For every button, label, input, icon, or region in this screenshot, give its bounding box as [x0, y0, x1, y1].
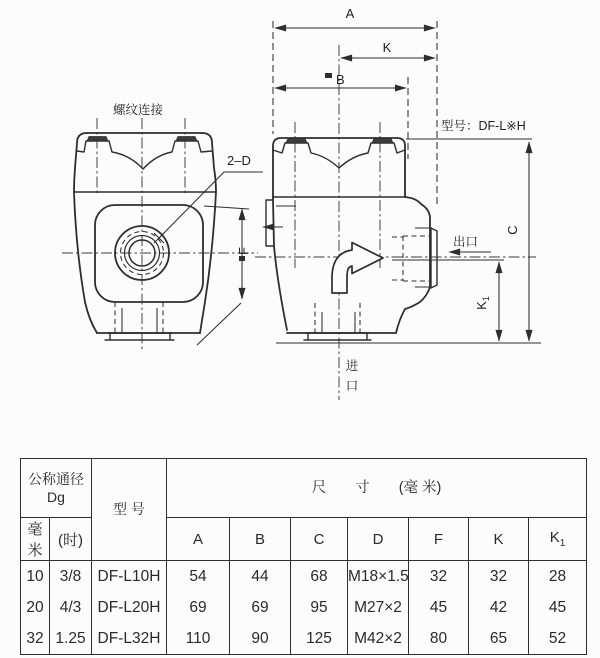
flow-direction-arrow: [332, 243, 383, 294]
front-face-panel: [95, 205, 203, 302]
ports-note-2D: 2–D: [227, 153, 251, 168]
header-col-K1-sub: 1: [559, 538, 566, 549]
dim-label-K: K: [382, 40, 392, 55]
dim-label-K1-sub: 1: [481, 296, 491, 302]
f-top-extension: [204, 206, 249, 209]
cell-c: 68: [291, 561, 348, 593]
header-col-F: F: [409, 518, 469, 561]
cell-f: 45: [409, 592, 469, 623]
header-mm: 毫米: [21, 518, 50, 561]
thread-boss-cap-left: [87, 137, 108, 142]
header-nominal-line1: 公称通径: [28, 470, 84, 487]
cell-d: M42×2: [348, 623, 409, 655]
cell-k: 32: [469, 561, 529, 593]
cell-mm: 20: [21, 592, 50, 623]
outlet-port-hidden-lines: [392, 236, 431, 281]
cell-a: 110: [167, 623, 230, 655]
front-view-left-outline: [74, 133, 97, 333]
centerlines: [62, 45, 536, 400]
cell-model: DF-L20H: [92, 592, 167, 623]
cell-b: 44: [230, 561, 291, 593]
cell-inch: 1.25: [50, 623, 92, 655]
cell-inch: 4/3: [50, 592, 92, 623]
cell-a: 69: [167, 592, 230, 623]
header-col-K1-main: K: [549, 529, 560, 546]
header-inch: (时): [50, 518, 92, 561]
cell-a: 54: [167, 561, 230, 593]
cell-b: 90: [230, 623, 291, 655]
header-col-D: D: [348, 518, 409, 561]
cell-mm: 10: [21, 561, 50, 593]
header-col-K: K: [469, 518, 529, 561]
cell-model: DF-L10H: [92, 561, 167, 593]
side-view: [263, 138, 437, 340]
side-bottom-boss-lines: [322, 312, 355, 333]
dim-label-C: C: [505, 225, 520, 235]
side-view-outlet-bulge: [396, 197, 430, 333]
thread-connection-note: 螺纹连接: [113, 103, 164, 117]
bottom-flange: [105, 333, 174, 340]
dim-label-F: F: [236, 247, 251, 255]
outlet-flange-plate: [431, 228, 437, 288]
cell-k: 65: [469, 623, 529, 655]
header-dimensions-mm: 尺 寸 (毫 米): [167, 459, 587, 518]
dim-label-K1-main: K: [474, 301, 489, 310]
header-col-A: A: [167, 518, 230, 561]
cell-model: DF-L32H: [92, 623, 167, 655]
dim-label-A: A: [345, 6, 355, 21]
table-row: [21, 592, 587, 623]
cell-k: 42: [469, 592, 529, 623]
header-nominal-diameter: [21, 459, 92, 518]
front-view: [74, 133, 216, 340]
bottom-boss-lines: [122, 308, 157, 333]
cell-f: 80: [409, 623, 469, 655]
cell-inch: 3/8: [50, 561, 92, 593]
cell-d: M18×1.5: [348, 561, 409, 593]
cell-k1: 52: [529, 623, 587, 655]
cell-c: 125: [291, 623, 348, 655]
cell-b: 69: [230, 592, 291, 623]
dimension-table: [20, 458, 587, 655]
table-row: [21, 623, 587, 655]
thread-boss-cap-right: [176, 137, 197, 142]
header-col-C: C: [291, 518, 348, 561]
side-tab-plate: [266, 200, 273, 246]
drawing-labels: [113, 6, 526, 393]
inlet-label-top: 进: [345, 359, 359, 373]
dim-label-B: B: [336, 72, 345, 87]
header-col-B: B: [230, 518, 291, 561]
b-square-symbol: [325, 73, 332, 78]
cell-k1: 45: [529, 592, 587, 623]
dim-label-K1: [474, 296, 491, 310]
cell-d: M27×2: [348, 592, 409, 623]
cell-f: 32: [409, 561, 469, 593]
cell-mm: 32: [21, 623, 50, 655]
table-row: [21, 561, 587, 593]
ports-leader-cross: [154, 233, 164, 243]
cell-c: 95: [291, 592, 348, 623]
outlet-shoulders: [415, 228, 431, 287]
side-boss-cap-right: [372, 139, 393, 144]
header-col-K1: [529, 518, 587, 561]
model-note: 型号：DF-L※H: [441, 119, 526, 133]
inlet-label-bottom: 口: [345, 379, 359, 393]
side-boss-cap-left: [286, 139, 307, 144]
cell-k1: 28: [529, 561, 587, 593]
outlet-label: 出口: [453, 235, 479, 249]
header-model: 型 号: [92, 459, 167, 561]
header-nominal-line2: Dg: [47, 489, 65, 505]
f-square-symbol: [239, 256, 245, 261]
side-bottom-flange: [304, 333, 371, 340]
dimension-table-wrap: [20, 458, 587, 655]
